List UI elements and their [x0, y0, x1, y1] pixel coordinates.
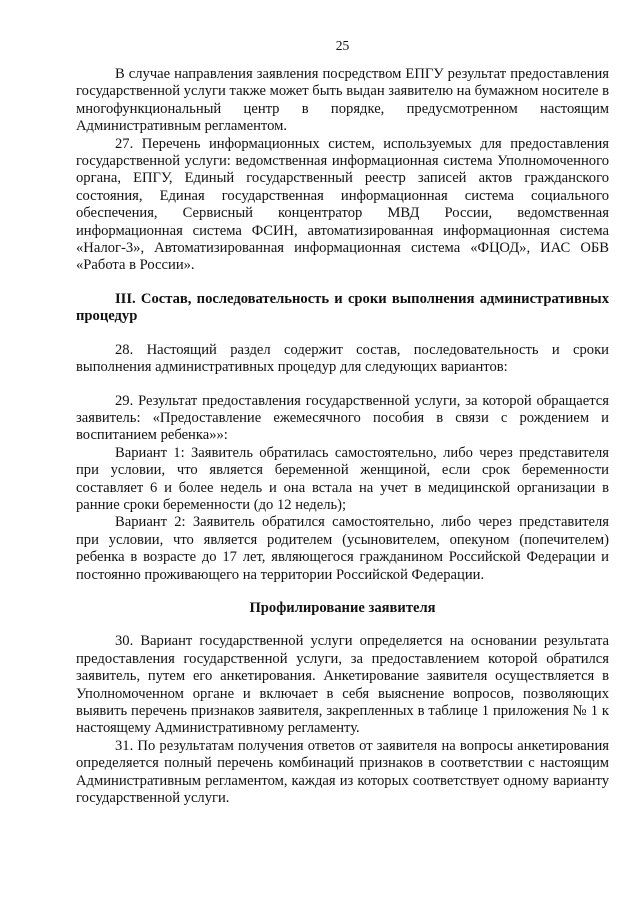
section-heading-iii: III. Состав, последовательность и сроки выполнения административных процедур [76, 290, 609, 325]
paragraph-variant-2: Вариант 2: Заявитель обратился самостоятельно, либо через представителя при условии, что является родителем (усыновителем, опекуном (попечителем) ребенка в возрасте до 17 лет, являющегося гражданином Российской Федерации и постоянно проживающего на территории Российской Федерации. [76, 514, 609, 583]
paragraph-28: 28. Настоящий раздел содержит состав, последовательность и сроки выполнения административных процедур для следующих вариантов: [76, 341, 609, 376]
subheading-profiling: Профилирование заявителя [249, 599, 436, 616]
spacer [76, 326, 609, 342]
paragraph-29: 29. Результат предоставления государственной услуги, за которой обращается заявитель: «Предоставление ежемесячного пособия в связи с рождением и воспитанием ребенка»»: [76, 392, 609, 444]
page-number: 25 [335, 38, 350, 53]
document-page [76, 38, 609, 807]
spacer [76, 617, 609, 633]
paragraph-epgu-result: В случае направления заявления посредством ЕПГУ результат предоставления государственной услуги также может быть выдан заявителю на бумажном носителе в многофункциональный центр в порядке, предусмотренном настоящим Административным регламентом. [76, 66, 609, 135]
paragraph-30: 30. Вариант государственной услуги определяется на основании результата предоставления государственной услуги, за предоставлением которой обратился заявитель, путем его анкетирования. Анкетирование заявителя осуществляется в Уполномоченном органе и включает в себя выяснение вопросов, позволяющих выявить перечень признаков заявителя, закрепленных в таблице 1 приложения № 1 к настоящему Административному регламенту. [76, 633, 609, 737]
paragraph-31: 31. По результатам получения ответов от заявителя на вопросы анкетирования определяется полный перечень комбинаций признаков в соответствии с настоящим Административным регламентом, каждая из которых соответствует одному варианту государственной услуги. [76, 737, 609, 807]
paragraph-variant-1: Вариант 1: Заявитель обратилась самостоятельно, либо через представителя при условии, что является беременной женщиной, если срок беременности составляет 6 и более недель и она встала на учет в медицинской организации в ранние сроки беременности (до 12 недель); [76, 444, 609, 513]
spacer [76, 584, 609, 600]
spacer [76, 377, 609, 393]
paragraph-27: 27. Перечень информационных систем, используемых для предоставления государственной услуги: ведомственная информационная система Уполномоченного органа, ЕПГУ, Единый государственный реестр записей актов гражданского состояния, Единая государственная информационная система социального обеспечения, Сервисный концентратор МВД России, ведомственная информационная система ФСИН, автоматизированная информационная система «Налог-3», Автоматизированная информационная система «ФЦОД», ИАС ОБВ «Работа в России». [76, 135, 609, 274]
spacer [76, 275, 609, 291]
